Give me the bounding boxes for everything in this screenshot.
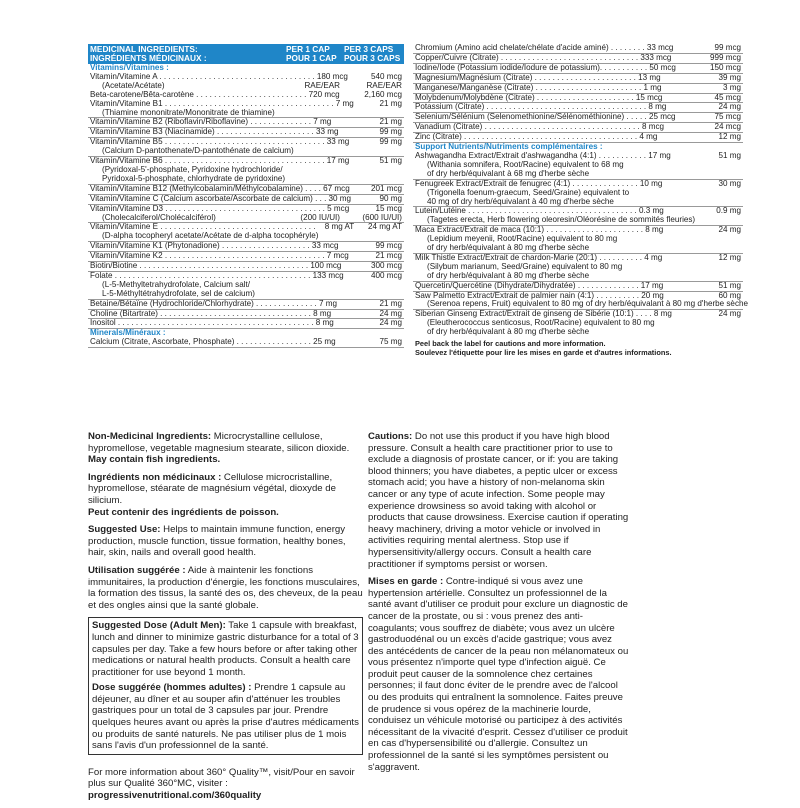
per-1-cap-value <box>349 252 376 261</box>
nmi-label: Non-Medicinal Ingredients: <box>88 431 212 442</box>
ingredient-name: Vitamin/Vitamine K2 . . . . . . . . . . . . . . . . . . . . . . . . . . . . . . . . . . . . 7 mcg <box>90 251 349 261</box>
per-3-caps-value <box>693 235 743 244</box>
per-1-cap-value <box>662 94 704 103</box>
nmi-text: Microcrystalline cellulose, hypromellose, vegetable magnesium stearate, silicon dioxide. <box>88 431 350 454</box>
per-3-caps-value: 99 mg <box>379 127 402 137</box>
per-1-cap-value <box>663 282 704 291</box>
header-col3-fr: POUR 3 CAPS <box>344 53 401 63</box>
ingredient-name: Vitamin/Vitamine B6 . . . . . . . . . . . . . . . . . . . . . . . . . . . . . . . . . . . . 17 mg <box>90 156 350 166</box>
ingredient-name: Calcium (Citrate, Ascorbate, Phosphate) . . . . . . . . . . . . . . . . . 25 mg <box>90 337 336 347</box>
ingredient-name: Magnesium/Magnésium (Citrate) . . . . . . . . . . . . . . . . . . . . . . . 13 mg <box>415 72 661 82</box>
per-1-cap-value: RAE/EAR <box>304 80 340 90</box>
per-1-cap-value <box>641 272 693 281</box>
per-3-caps-value: 400 mcg <box>370 270 402 280</box>
ingredient-name: Saw Palmetto Extract/Extrait de palmier nain (4:1) . . . . . . . . . . 20 mg <box>415 290 664 300</box>
inm-text: Cellulose microcristalline, hypromellose, stéarate de magnésium végétal, dioxyde de silicium. <box>88 471 336 506</box>
ingredient-name: (Cholecalciferol/Cholécalciférol) <box>102 212 216 222</box>
per-1-cap-value <box>641 189 693 198</box>
per-3-caps-value <box>693 161 743 170</box>
per-1-cap-value <box>671 152 708 161</box>
per-3-caps-value: (600 IU/UI) <box>362 212 402 222</box>
per-1-cap-value <box>288 109 346 118</box>
per-3-caps-value <box>346 109 404 118</box>
dose-label: Suggested Dose (Adult Men): <box>92 620 226 632</box>
ingredient-row <box>88 338 404 348</box>
per-1-cap-value <box>350 185 371 194</box>
ingredient-name: (Tagetes erecta, Herb flowering oleoresin/Oléorésine de sommités fleuries) <box>427 215 696 225</box>
per-1-cap-value <box>641 198 693 207</box>
ingredient-name: Folate . . . . . . . . . . . . . . . . . . . . . . . . . . . . . . . . . . . . . . . . . . . . 133 mcg <box>90 270 344 280</box>
per-3-caps-value: 540 mcg <box>370 71 402 81</box>
per-3-caps-value: 24 mg <box>379 318 402 328</box>
per-3-caps-value: 24 mg <box>718 102 741 112</box>
ingredient-name: Zinc (Citrate) . . . . . . . . . . . . . . . . . . . . . . . . . . . . . . . . . . . . . . . 4 mg <box>415 132 658 142</box>
per-1-cap-value <box>288 166 346 175</box>
section-heading: Support Nutrients/Nutriments complémentaires : <box>415 142 603 152</box>
ingredient-name: Biotin/Biotine . . . . . . . . . . . . . . . . . . . . . . . . . . . . . . . . . . . . . . 100 mcg <box>90 261 342 271</box>
per-1-cap-value <box>336 338 371 347</box>
ingredient-name: Molybdenum/Molybdène (Citrate) . . . . . . . . . . . . . . . . . . . . . . 15 mcg <box>415 92 663 102</box>
ingredient-name: Chromium (Amino acid chelate/chélate d'acide aminé) . . . . . . . . 33 mcg <box>415 43 674 52</box>
per-1-cap-value <box>641 263 693 272</box>
dose-box <box>88 617 363 755</box>
per-1-cap-value <box>695 216 721 225</box>
util-text: Aide à maintenir les fonctions immunitaires, la production d'énergie, les fonctions musculaires, la formation des tissus, la santé des os, des cheveux, de la peau et des ongles ainsi que la santé globale. <box>88 564 363 611</box>
per-3-caps-value <box>693 170 743 179</box>
per-3-caps-value <box>693 198 743 207</box>
per-3-caps-value <box>349 147 404 156</box>
ingredient-name: (Trigonella foenum-graecum, Seed/Graine) equivalent to <box>427 187 630 197</box>
ingredient-name: (Withania somnifera, Root/Racine) equivalent to 68 mg <box>427 159 624 169</box>
ingredients-table-left <box>88 44 404 348</box>
util-block <box>88 565 363 611</box>
per-1-cap-value <box>662 180 704 189</box>
per-1-cap-value <box>671 54 708 63</box>
per-1-cap-value <box>676 113 711 122</box>
per-1-cap-value: (200 IU/UI) <box>300 212 340 222</box>
per-3-caps-value: 75 mg <box>379 337 402 347</box>
per-3-caps-value: 150 mcg <box>709 62 741 72</box>
per-3-caps-value: 12 mg <box>718 252 741 262</box>
per-1-cap-value <box>337 300 371 309</box>
per-1-cap-value <box>318 232 361 241</box>
per-1-cap-value <box>672 310 709 319</box>
cautions-block <box>368 431 630 570</box>
per-3-caps-value: 24 mg AT <box>367 222 402 232</box>
inm-fish: Peut contenir des ingrédients de poisson. <box>88 506 279 518</box>
mises-en-garde-block <box>368 576 630 773</box>
header-col2-fr: POUR 1 CAP <box>286 53 337 63</box>
per-3-caps-value: 90 mg <box>379 193 402 203</box>
ingredient-name: Quercetin/Quercétine (Dihydrate/Dihydratée) . . . . . . . . . . . . . . 17 mg <box>415 280 664 290</box>
per-3-caps-value: 60 mg <box>718 290 741 300</box>
header-col3: PER 3 CAPS <box>344 44 394 54</box>
ingredient-name: Vitamin/Vitamine E . . . . . . . . . . . . . . . . . . . . . . . . . . . . . . . . . . . <box>90 222 316 232</box>
ingredient-name: Vitamin/Vitamine B1 . . . . . . . . . . . . . . . . . . . . . . . . . . . . . . . . . . . . . . 7 mg <box>90 98 354 108</box>
per-1-cap-value <box>338 242 372 251</box>
per-3-caps-value: 45 mcg <box>714 92 741 102</box>
per-3-caps-value: 21 mg <box>379 98 402 108</box>
per-3-caps-value: 24 mg <box>718 225 741 235</box>
per-3-caps-value: 999 mcg <box>709 52 741 62</box>
per-3-caps-value: 12 mg <box>718 132 741 142</box>
per-1-cap-value <box>294 147 349 156</box>
per-3-caps-value <box>362 232 404 241</box>
per-3-caps-value: 2,160 mcg <box>364 89 402 99</box>
inm-label: Ingrédients non médicinaux : <box>88 471 222 483</box>
per-3-caps-value: 99 mcg <box>714 43 741 52</box>
section-heading: Vitamins/Vitamines : <box>90 63 169 72</box>
mises-en-garde-text: Contre-indiqué si vous avez une hypertension artérielle. Consultez un professionnel de la santé avant d'utiliser ce produit pour exclure un diagnostic de cancer de la prostate, ou si : vous prenez des anti-coagulants; vous souffrez de diabète; vous avez un ulcère gastroduodénal ou un excès d'acide gastrique; vous avez des antécédents de cancer de la peau non mélanomateux ou vous présentez n'importe quel type d'infection aiguë. Ce produit peut causer de la somnolence chez certaines personnes; il faut donc éviter de le prendre avec de l'alcool ou des produits qui entraînent la somnolence. Faites preuve de prudence si vous opérez de la machinerie lourde, conduisez un véhicule motorisé ou participez à des activités nécessitant de la vivacité d'esprit. Cessez d'utiliser ce produit en cas d'hypersensibilité ou d'allergie. Consultez un professionnel de la santé si les symptômes persistent ou s'aggravent. <box>368 576 629 773</box>
ingredient-name: (Calcium D-pantothenate/D-pantothénate de calcium) <box>102 146 294 156</box>
ingredient-name: (Silybum marianum, Seed/Graine) equivalent to 80 mg <box>427 261 623 271</box>
header-col2: PER 1 CAP <box>286 44 330 54</box>
per-3-caps-value: 21 mcg <box>375 251 402 261</box>
per-3-caps-value: 39 mg <box>718 72 741 82</box>
per-1-cap-value <box>344 272 371 281</box>
ingredient-name: Manganese/Manganèse (Citrate) . . . . . . . . . . . . . . . . . . . . . . . . 1 mg <box>415 82 662 92</box>
left-rows <box>88 64 404 348</box>
per-3-caps-value: 75 mcg <box>714 112 741 122</box>
ingredient-name: 40 mg of dry herb/équivalant à 40 mg d'herbe sèche <box>427 196 614 206</box>
per-1-cap-value <box>676 64 710 73</box>
ingredient-name: Vitamin/Vitamine B5 . . . . . . . . . . . . . . . . . . . . . . . . . . . . . . . . . . . . 33 mg <box>90 137 350 147</box>
ingredient-name: Maca Extract/Extrait de maca (10:1) . . . . . . . . . . . . . . . . . . . . . . 8 mg <box>415 225 664 235</box>
peel-note-en: Peel back the label for cautions and more information. <box>415 339 606 349</box>
per-1-cap-value <box>288 290 346 299</box>
ingredient-name: Selenium/Sélénium (Selenomethionine/Sélénométhionine) . . . . . 25 mcg <box>415 112 676 122</box>
use-label: Suggested Use: <box>88 524 161 536</box>
per-1-cap-value <box>641 244 693 253</box>
per-1-cap-value <box>354 100 380 109</box>
ingredient-name: Betaine/Bétaïne (Hydrochloride/Chlorhydrate) . . . . . . . . . . . . . . 7 mg <box>90 298 337 308</box>
per-1-cap-value <box>666 103 706 112</box>
per-3-caps-value <box>693 328 743 337</box>
per-1-cap-value <box>331 118 368 127</box>
per-1-cap-value <box>664 123 705 132</box>
per-1-cap-value <box>657 133 701 142</box>
nmi-block <box>88 431 363 466</box>
per-1-cap-value <box>641 328 693 337</box>
per-3-caps-value <box>721 216 743 225</box>
per-1-cap-value <box>662 254 704 263</box>
ingredient-name: (Pyridoxal-5'-phosphate, Pyridoxine hydrochloride/ <box>102 164 283 174</box>
per-1-cap-value <box>673 44 709 53</box>
ingredient-name: (Eleutherococcus senticosus, Root/Racine) equivalent to 80 mg <box>427 318 655 328</box>
ingredient-name: Iodine/Iode (Potassium iodide/Iodure de potassium). . . . . . . . . . . 50 mcg <box>415 62 676 72</box>
per-1-cap-value <box>641 170 693 179</box>
dose-text: Take 1 capsule with breakfast, lunch and dinner to minimize gastric disturbance for a total of 3 capsules per day. Take a few hours before or after taking other medications or natural health products. Consult a health care practitioner for use beyond 1 month. <box>92 620 359 678</box>
per-1-cap-value <box>349 157 378 166</box>
header-col1: MEDICINAL INGREDIENTS: <box>90 44 198 54</box>
ingredient-name: of dry herb/équivalant à 80 mg d'herbe sèche <box>427 270 590 280</box>
ingredient-name: Vitamin/Vitamine B12 (Methylcobalamin/Méthylcobalamine) . . . . 67 mcg <box>90 183 350 193</box>
ingredient-name: L-5-Méthyltétrahydrofolate, sel de calcium) <box>102 288 255 298</box>
per-1-cap-value <box>288 175 346 184</box>
per-3-caps-value: 51 mg <box>718 280 741 290</box>
per-1-cap-value <box>338 128 372 137</box>
dose-fr-text: Prendre 1 capsule au déjeuner, au dîner et au souper afin d'atténuer les troubles gastriques pour un total de 3 capsules par jour. Prendre quelques heures avant ou après la prise d'autres médicaments ou produits de santé naturels. Ne pas utiliser plus de 1 mois sans l'avis d'un professionnel de la santé. <box>92 682 359 752</box>
cautions-column <box>368 431 630 779</box>
per-3-caps-value: 99 mcg <box>375 241 402 251</box>
per-3-caps-value <box>693 263 743 272</box>
per-3-caps-value: 24 mcg <box>714 122 741 132</box>
ingredient-name: Choline (Bitartrate) . . . . . . . . . . . . . . . . . . . . . . . . . . . . . . . . . . 8 mg <box>90 308 332 318</box>
per-3-caps-value: 300 mcg <box>370 261 402 271</box>
per-3-caps-value: 24 mg <box>718 309 741 319</box>
cautions-label: Cautions: <box>368 431 413 442</box>
use-block <box>88 524 363 559</box>
ingredient-name: of dry herb/équivalant à 68 mg d'herbe sèche <box>427 168 590 178</box>
per-3-caps-value: 15 mcg <box>375 203 402 213</box>
ingredient-name: Copper/Cuivre (Citrate) . . . . . . . . . . . . . . . . . . . . . . . . . . . . . . . 333 mcg <box>415 52 672 62</box>
per-3-caps-value <box>346 290 404 299</box>
per-1-cap-value: 8 mg AT <box>324 222 355 232</box>
ingredient-name: of dry herb/équivalant à 80 mg d'herbe sèche <box>427 327 590 337</box>
ingredient-name: (D-alpha tocopheryl acetate/Acétate de d-alpha tocophéryle) <box>102 231 319 241</box>
per-3-caps-value: 51 mg <box>718 150 741 160</box>
ingredient-name: Vanadium (Citrate) . . . . . . . . . . . . . . . . . . . . . . . . . . . . . . . . . . . 8 mcg <box>415 122 665 132</box>
per-1-cap-value <box>661 74 703 83</box>
ingredient-name: (Thiamine mononitrate/Mononitrate de thiamine) <box>102 107 275 117</box>
ingredients-table-right <box>413 43 748 357</box>
ingredient-name: Potassium (Citrate) . . . . . . . . . . . . . . . . . . . . . . . . . . . . . . . . . . . . 8 mg <box>415 102 667 112</box>
ingredient-name: Vitamin/Vitamine B3 (Niacinamide) . . . . . . . . . . . . . . . . . . . . . . 33 mg <box>90 127 339 137</box>
right-rows <box>413 43 748 337</box>
table-header <box>88 44 404 64</box>
ingredient-name: Lutein/Lutéine . . . . . . . . . . . . . . . . . . . . . . . . . . . . . . . . . . . . . . 0.3 mg <box>415 206 664 216</box>
ingredient-row <box>413 328 743 337</box>
util-label: Utilisation suggérée : <box>88 564 186 576</box>
per-1-cap-value <box>341 262 371 271</box>
ingredient-name: Ashwagandha Extract/Extrait d'ashwagandha (4:1) . . . . . . . . . . . 17 mg <box>415 150 671 160</box>
dose-fr-block <box>92 682 359 752</box>
nmi-fish: May contain fish ingredients. <box>88 454 221 466</box>
ingredient-name: Vitamin/Vitamine C (Calcium ascorbate/Ascorbate de calcium) . . . 30 mg <box>90 193 352 203</box>
dose-block <box>92 620 359 678</box>
per-3-caps-value <box>693 189 743 198</box>
per-1-cap-value <box>349 138 378 147</box>
ingredient-name: (Serenoa repens, Fruit) equivalent to 80 mg of dry herb/équivalant à 80 mg d'herbe sèche <box>427 299 748 309</box>
per-3-caps-value: RAE/EAR <box>366 80 402 90</box>
per-1-cap-value <box>334 319 370 328</box>
per-3-caps-value: 3 mg <box>723 82 741 92</box>
ingredient-name: Milk Thistle Extract/Extrait de chardon-Marie (20:1) . . . . . . . . . . 4 mg <box>415 252 663 262</box>
dose-fr-label: Dose suggérée (hommes adultes) : <box>92 682 252 694</box>
per-1-cap-value <box>331 310 368 319</box>
ingredient-name: Fenugreek Extract/Extrait de fenugrec (4:1) . . . . . . . . . . . . . . . 10 mg <box>415 178 663 188</box>
per-3-caps-value <box>700 319 743 328</box>
ingredient-name: Vitamin/Vitamine K1 (Phytonadione) . . . . . . . . . . . . . . . . . . . . 33 mcg <box>90 241 339 251</box>
per-3-caps-value: 30 mg <box>718 178 741 188</box>
per-3-caps-value: 99 mg <box>379 137 402 147</box>
ingredient-name: Pyridoxal-5-phosphate, chlorhydrate de pyridoxine) <box>102 173 286 183</box>
per-3-caps-value: 201 mcg <box>370 183 402 193</box>
use-text: Helps to maintain immune function, energy production, muscle function, tissue formation, healthy bones, hair, skin, nails and overall good health. <box>88 524 346 559</box>
per-1-cap-value <box>351 195 379 204</box>
peel-note-fr: Soulevez l'étiquette pour lire les mises en garde et d'autres informations. <box>415 347 672 357</box>
ingredient-name: Vitamin/Vitamine D3 . . . . . . . . . . . . . . . . . . . . . . . . . . . . . . . . . . . . 5 mcg <box>90 203 350 213</box>
ingredient-name: Vitamin/Vitamine B2 (Riboflavin/Riboflavine) . . . . . . . . . . . . . . 7 mg <box>90 117 332 127</box>
section-heading: Minerals/Minéraux : <box>90 328 166 338</box>
per-3-caps-value <box>346 175 404 184</box>
ingredient-name: Vitamin/Vitamine A . . . . . . . . . . . . . . . . . . . . . . . . . . . . . . . . . . . 180 mcg <box>90 71 348 81</box>
more-info-link[interactable]: progressivenutritional.com/360quality <box>88 790 262 802</box>
ingredient-name: (L-5-Methyltetrahydrofolate, Calcium salt/ <box>102 279 250 289</box>
per-1-cap-value <box>662 84 704 93</box>
ingredient-name: Beta-carotene/Bêta-carotène . . . . . . . . . . . . . . . . . . . . . . . . . 720 mcg <box>90 89 340 99</box>
ingredient-name: of dry herb/équivalant à 80 mg d'herbe sèche <box>427 243 590 253</box>
header-col1-fr: INGRÉDIENTS MÉDICINAUX : <box>90 53 207 63</box>
ingredient-name: (Lepidium meyenii, Root/Racine) equivalent to 80 mg <box>427 234 618 244</box>
per-3-caps-value: 21 mg <box>379 298 402 308</box>
ingredient-name: Siberian Ginseng Extract/Extrait de ginseng de Sibérie (10:1) . . . . 8 mg <box>415 309 672 319</box>
per-3-caps-value <box>754 300 756 309</box>
per-3-caps-value <box>693 272 743 281</box>
per-3-caps-value: 21 mg <box>379 117 402 127</box>
mises-en-garde-label: Mises en garde : <box>368 576 444 588</box>
more-info <box>88 767 363 802</box>
per-3-caps-value: 24 mg <box>379 308 402 318</box>
more-info-text: For more information about 360° Quality™, visit/Pour en savoir plus sur Qualité 360°MC, visiter : <box>88 766 355 790</box>
ingredient-name: (Acetate/Acétate) <box>102 80 165 90</box>
per-3-caps-value <box>346 166 404 175</box>
per-1-cap-value <box>655 319 700 328</box>
per-3-caps-value: 51 mg <box>379 156 402 166</box>
per-1-cap-value <box>288 281 346 290</box>
cautions-text: Do not use this product if you have high blood pressure. Consult a health care practitioner prior to use to exclude a diagnosis of prostate cancer, or if: you are taking blood thinners; you have diabetes, a peptic ulcer or excess stomach acid; you have a history of non-melanoma skin cancer or any type of acute infection. Some people may experience drowsiness so avoid taking with alcohol or products that cause drowsiness. Exercise caution if operating heavy machinery, driving a motor vehicle or involved in activities requiring mental alertness. Stop use if hypersensitivity/allergy occurs. Consult a health care practitioner if symptoms persist or worsen. <box>368 431 629 570</box>
per-3-caps-value <box>346 281 404 290</box>
per-1-cap-value <box>663 226 704 235</box>
peel-note <box>413 340 743 357</box>
per-3-caps-value: 0.9 mg <box>716 206 741 216</box>
directions-column <box>88 431 363 808</box>
per-3-caps-value <box>693 244 743 253</box>
ingredient-name: Inositol . . . . . . . . . . . . . . . . . . . . . . . . . . . . . . . . . . . . . . . . . . . . 8 mg <box>90 318 334 328</box>
per-1-cap-value <box>641 235 693 244</box>
inm-block <box>88 472 363 518</box>
per-1-cap-value <box>641 161 693 170</box>
